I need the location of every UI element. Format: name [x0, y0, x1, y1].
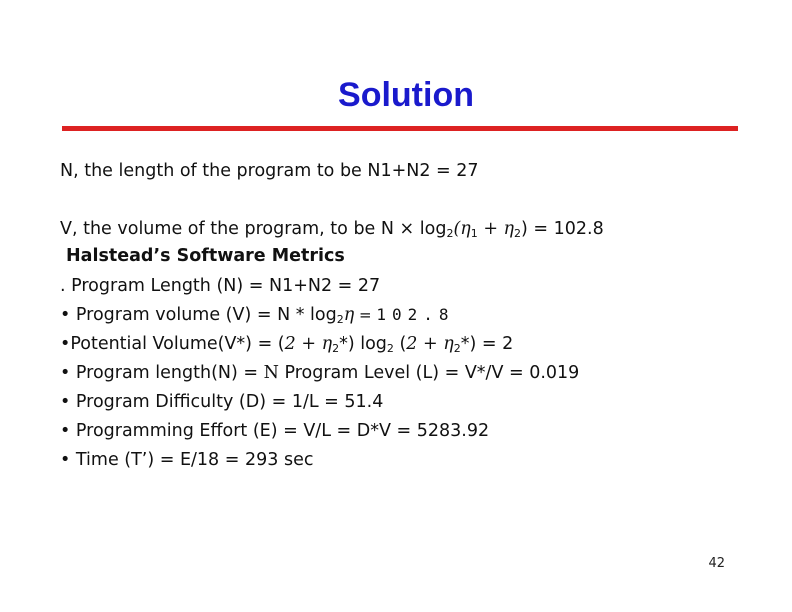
- potential-volume-mid: *) log: [339, 334, 387, 354]
- metric-potential-volume: [60, 334, 513, 355]
- potential-volume-plus-2: + η: [417, 334, 454, 354]
- slide-title: Solution: [338, 76, 474, 114]
- program-volume-value: 102.8: [376, 305, 455, 324]
- potential-volume-two-2: 2: [406, 334, 418, 354]
- volume-eta-sub-1: 1: [470, 227, 478, 240]
- potential-volume-paren: (: [393, 334, 407, 354]
- potential-volume-log-base: 2: [386, 342, 394, 355]
- potential-volume-plus-1: + η: [295, 334, 333, 354]
- volume-eta-plus: + η: [477, 219, 515, 239]
- volume-eta-open: (η: [453, 219, 471, 239]
- program-level-prefix: • Program length(N) =: [60, 363, 264, 383]
- section-heading: Halstead’s Software Metrics: [66, 246, 345, 266]
- title-divider: [62, 126, 738, 131]
- metric-program-level: [60, 363, 579, 383]
- page-number: 42: [708, 556, 725, 571]
- potential-volume-prefix: •Potential Volume(V*) = (: [60, 334, 285, 354]
- potential-volume-two-1: 2: [284, 334, 296, 354]
- potential-volume-suffix: *) = 2: [460, 334, 514, 354]
- potential-volume-sub-1: 2: [332, 342, 340, 355]
- volume-log-base: 2: [446, 227, 454, 240]
- volume-statement: [60, 219, 604, 240]
- metric-program-volume: [60, 305, 455, 326]
- volume-text-suffix: ) = 102.8: [521, 219, 604, 239]
- volume-eta-sub-2: 2: [514, 227, 522, 240]
- metric-programming-effort: • Programming Effort (E) = V/L = D*V = 5283.92: [60, 421, 490, 441]
- program-level-suffix: Program Level (L) = V*/V = 0.019: [278, 363, 580, 383]
- potential-volume-sub-3: 2: [453, 342, 461, 355]
- program-level-n: N: [263, 363, 279, 383]
- program-volume-log-base: 2: [336, 313, 344, 326]
- program-volume-eta: η: [343, 305, 355, 325]
- program-volume-prefix: • Program volume (V) = N * log: [60, 305, 337, 325]
- length-statement: N, the length of the program to be N1+N2 = 27: [60, 161, 479, 181]
- program-volume-equals: =: [354, 306, 377, 324]
- metric-time: • Time (T’) = E/18 = 293 sec: [60, 450, 314, 470]
- volume-text-prefix: V, the volume of the program, to be N × log: [60, 219, 447, 239]
- metric-program-difficulty: • Program Difficulty (D) = 1/L = 51.4: [60, 392, 384, 412]
- metric-program-length: . Program Length (N) = N1+N2 = 27: [60, 276, 381, 296]
